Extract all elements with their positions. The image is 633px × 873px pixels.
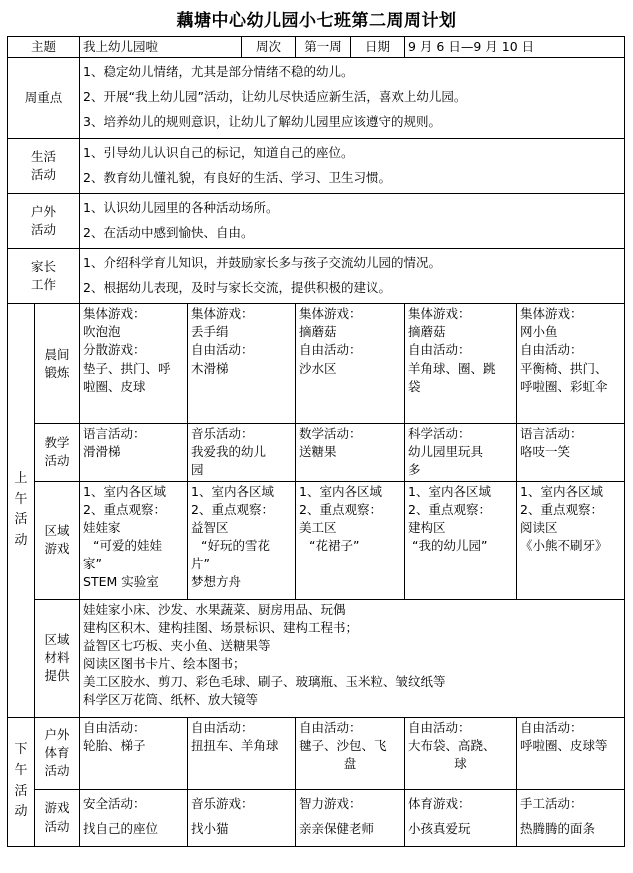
games-day-1: 安全活动： 找自己的座位 [80, 789, 188, 846]
exercise-label: 晨间 锻炼 [35, 304, 80, 424]
materials-row: 娃娃家小床、沙发、水果蔬菜、厨房用品、玩偶 [83, 601, 346, 617]
area-game-day-4: 1、室内各区域 2、重点观察： 建构区 “我的幼儿园” [405, 481, 517, 599]
materials-content [80, 599, 625, 717]
life-content [80, 139, 625, 194]
theme-value: 我上幼儿园啦 [80, 37, 242, 58]
theme-label: 主题 [8, 37, 80, 58]
morning-teaching-row [8, 424, 625, 481]
date-value: 9 月 6 日—9 月 10 日 [405, 37, 625, 58]
teaching-day-1: 语言活动： 滑滑梯 [80, 424, 188, 481]
morning-side-label: 上 午 活 动 [8, 304, 35, 717]
parents-row [8, 249, 625, 304]
life-row [8, 139, 625, 194]
parents-label: 家长 工作 [8, 249, 80, 304]
sports-day-4: 自由活动： 大布袋、高跷、 球 [405, 717, 517, 789]
weekly-focus-item: 2、开展“我上幼儿园”活动，让幼儿尽快适应新生活，喜欢上幼儿园。 [83, 89, 467, 105]
sports-day-1: 自由活动： 轮胎、梯子 [80, 717, 188, 789]
exercise-day-3: 集体游戏： 摘蘑菇 自由活动： 沙水区 [296, 304, 405, 424]
parents-item: 2、根据幼儿表现，及时与家长交流，提供积极的建议。 [83, 280, 391, 296]
outdoor-item: 1、认识幼儿园里的各种活动场所。 [83, 200, 279, 216]
materials-row: 阅读区图书卡片、绘本图书； [83, 655, 246, 671]
outdoor-content [80, 194, 625, 249]
outdoor-row [8, 194, 625, 249]
weekly-focus-content [80, 58, 625, 139]
date-label: 日期 [351, 37, 405, 58]
games-day-2: 音乐游戏： 找小猫 [188, 789, 296, 846]
week-value: 第一周 [296, 37, 351, 58]
life-item: 1、引导幼儿认识自己的标记，知道自己的座位。 [83, 145, 354, 161]
exercise-day-2: 集体游戏： 丢手绢 自由活动： 木滑梯 [188, 304, 296, 424]
outdoor-item: 2、在活动中感到愉快、自由。 [83, 225, 254, 241]
weekly-plan-table [7, 36, 625, 847]
parents-content [80, 249, 625, 304]
header-row [8, 37, 625, 58]
outdoor-label: 户外 活动 [8, 194, 80, 249]
materials-row: 益智区七巧板、夹小鱼、送糖果等 [83, 637, 271, 653]
teaching-day-4: 科学活动： 幼儿园里玩具 多 [405, 424, 517, 481]
page-title: 藕塘中心幼儿园小七班第二周周计划 [176, 11, 457, 31]
weekly-focus-label: 周重点 [8, 58, 80, 139]
weekly-focus-item: 3、培养幼儿的规则意识，让幼儿了解幼儿园里应该遵守的规则。 [83, 114, 441, 130]
teaching-day-5: 语言活动： 咯吱一笑 [517, 424, 625, 481]
morning-exercise-row [8, 304, 625, 424]
games-day-5: 手工活动： 热腾腾的面条 [517, 789, 625, 846]
parents-item: 1、介绍科学育儿知识，并鼓励家长多与孩子交流幼儿园的情况。 [83, 255, 441, 271]
games-day-4: 体育游戏： 小孩真爱玩 [405, 789, 517, 846]
afternoon-side-label: 下 午 活 动 [8, 717, 35, 846]
afternoon-sports-row [8, 717, 625, 789]
area-game-day-2: 1、室内各区域 2、重点观察： 益智区 “好玩的雪花 片” 梦想方舟 [188, 481, 296, 599]
games-day-3: 智力游戏： 亲亲保健老师 [296, 789, 405, 846]
area-game-day-5: 1、室内各区域 2、重点观察： 阅读区 《小熊不刷牙》 [517, 481, 625, 599]
materials-row: 建构区积木、建构挂图、场景标识、建构工程书； [83, 619, 359, 635]
materials-row: 美工区胶水、剪刀、彩色毛球、刷子、玻璃瓶、玉米粒、皱纹纸等 [83, 674, 446, 689]
materials-label: 区域 材料 提供 [35, 599, 80, 717]
afternoon-games-row [8, 789, 625, 846]
exercise-day-4: 集体游戏： 摘蘑菇 自由活动： 羊角球、圈、跳 袋 [405, 304, 517, 424]
teaching-day-3: 数学活动： 送糖果 [296, 424, 405, 481]
week-label: 周次 [242, 37, 296, 58]
life-item: 2、教育幼儿懂礼貌，有良好的生活、学习、卫生习惯。 [83, 170, 391, 186]
weekly-focus-item: 1、稳定幼儿情绪，尤其是部分情绪不稳的幼儿。 [83, 64, 354, 80]
teaching-day-2: 音乐活动： 我爱我的幼儿 园 [188, 424, 296, 481]
materials-row: 科学区万花筒、纸杯、放大镜等 [83, 692, 259, 708]
sports-day-3: 自由活动： 毽子、沙包、飞 盘 [296, 717, 405, 789]
exercise-day-5: 集体游戏： 网小鱼 自由活动： 平衡椅、拱门、 呼啦圈、彩虹伞 [517, 304, 625, 424]
weekly-focus-row [8, 58, 625, 139]
exercise-day-1: 集体游戏： 吹泡泡 分散游戏： 垫子、拱门、呼 啦圈、皮球 [80, 304, 188, 424]
area-game-day-3: 1、室内各区域 2、重点观察： 美工区 “花裙子” [296, 481, 405, 599]
teaching-label: 教学 活动 [35, 424, 80, 481]
area-game-day-1: 1、室内各区域 2、重点观察： 娃娃家 “可爱的娃娃 家” STEM 实验室 [80, 481, 188, 599]
area-game-label: 区域 游戏 [35, 481, 80, 599]
morning-materials-row [8, 599, 625, 717]
games-label: 游戏 活动 [35, 789, 80, 846]
sports-label: 户外 体育 活动 [35, 717, 80, 789]
morning-area-game-row [8, 481, 625, 599]
sports-day-5: 自由活动： 呼啦圈、皮球等 [517, 717, 625, 789]
sports-day-2: 自由活动： 扭扭车、羊角球 [188, 717, 296, 789]
life-label: 生活 活动 [8, 139, 80, 194]
